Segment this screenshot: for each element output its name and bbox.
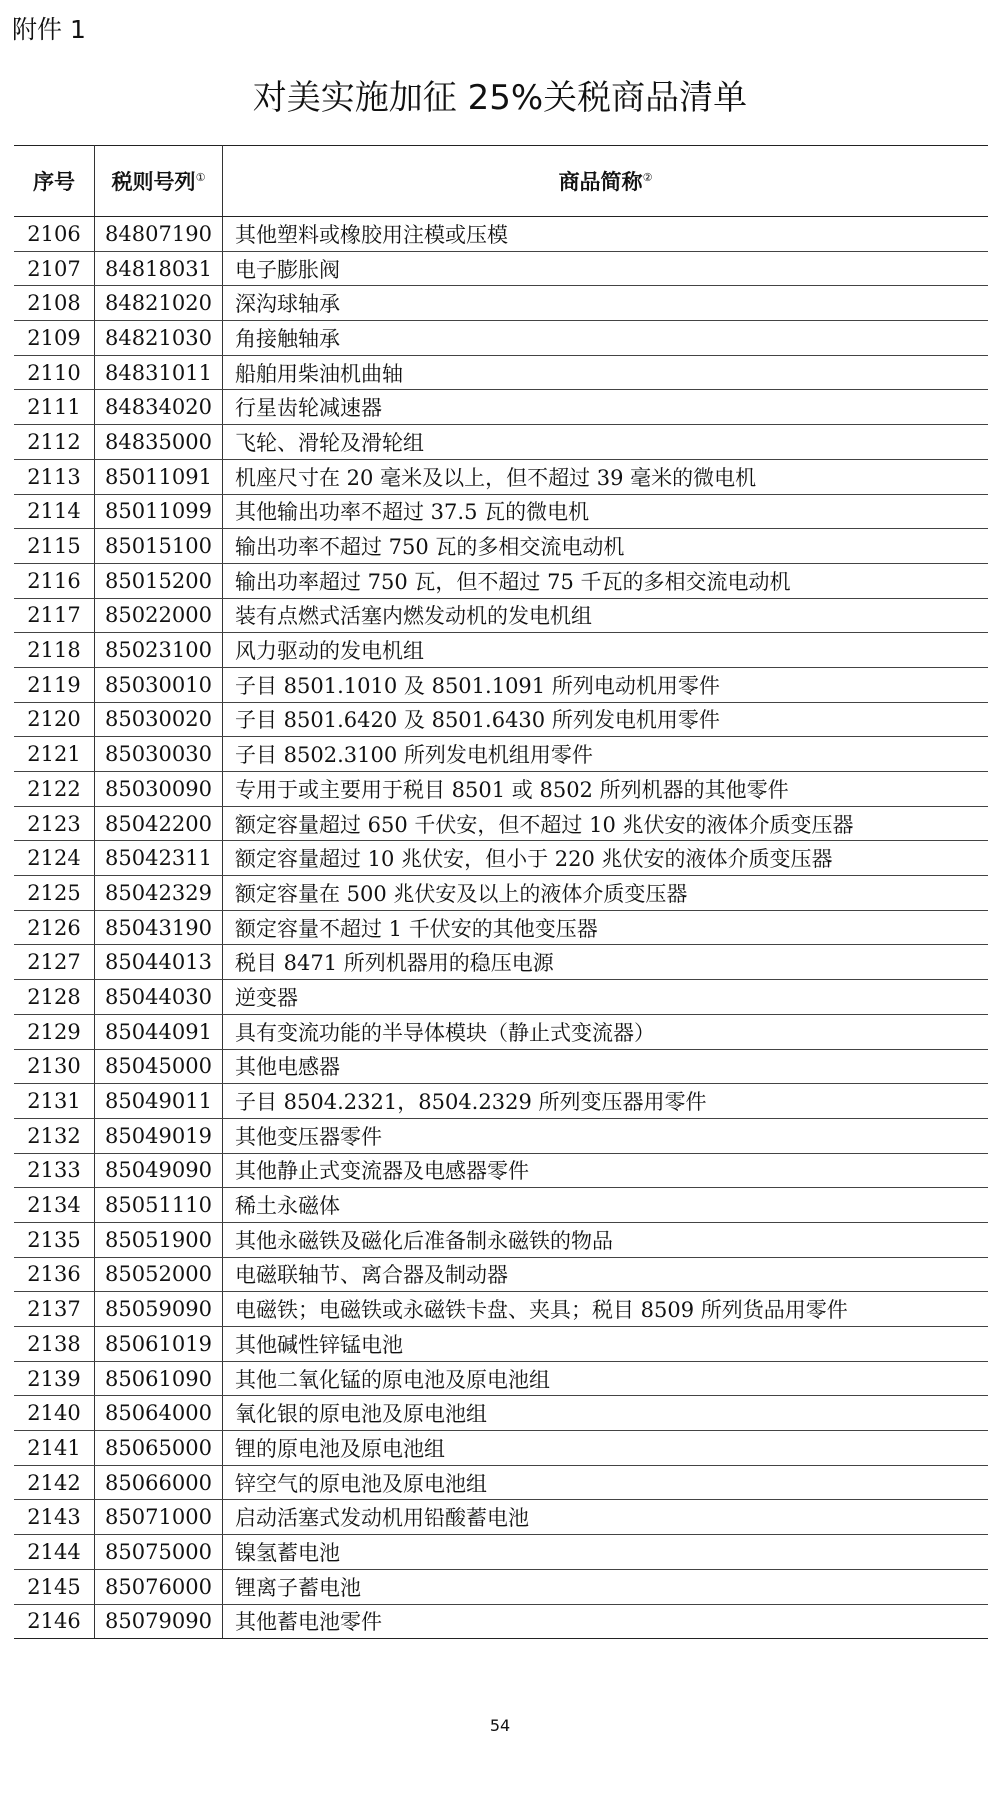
product-name-cell: 其他输出功率不超过 37.5 瓦的微电机 xyxy=(223,494,989,529)
product-name-cell: 子目 8501.6420 及 8501.6430 所列发电机用零件 xyxy=(223,702,989,737)
serial-number-cell: 2116 xyxy=(14,563,95,598)
tariff-code-cell: 85044091 xyxy=(95,1014,223,1049)
table-row xyxy=(14,494,988,529)
table-row xyxy=(14,529,988,564)
product-name-cell: 电磁铁；电磁铁或永磁铁卡盘、夹具；税目 8509 所列货品用零件 xyxy=(223,1292,989,1327)
goods-table xyxy=(14,145,988,1639)
table-row xyxy=(14,563,988,598)
tariff-code-cell: 85059090 xyxy=(95,1292,223,1327)
table-row xyxy=(14,355,988,390)
serial-number-cell: 2111 xyxy=(14,390,95,425)
attachment-label: 附件 1 xyxy=(12,15,86,44)
tariff-code-cell: 84831011 xyxy=(95,355,223,390)
serial-number-cell: 2142 xyxy=(14,1465,95,1500)
serial-number-cell: 2145 xyxy=(14,1569,95,1604)
serial-number-cell: 2131 xyxy=(14,1084,95,1119)
table-row xyxy=(14,1014,988,1049)
table-row xyxy=(14,910,988,945)
tariff-code-cell: 85011091 xyxy=(95,459,223,494)
table-row xyxy=(14,1084,988,1119)
product-name-cell: 输出功率超过 750 瓦，但不超过 75 千瓦的多相交流电动机 xyxy=(223,563,989,598)
serial-number-cell: 2138 xyxy=(14,1327,95,1362)
header-product-name-label: 商品简称 xyxy=(558,170,643,194)
header-tariff-code xyxy=(95,146,223,217)
tariff-code-cell: 85049090 xyxy=(95,1153,223,1188)
table-row xyxy=(14,1188,988,1223)
serial-number-cell: 2107 xyxy=(14,251,95,286)
product-name-cell: 输出功率不超过 750 瓦的多相交流电动机 xyxy=(223,529,989,564)
product-name-cell: 行星齿轮减速器 xyxy=(223,390,989,425)
serial-number-cell: 2134 xyxy=(14,1188,95,1223)
table-row xyxy=(14,1222,988,1257)
tariff-code-cell: 84807190 xyxy=(95,217,223,252)
product-name-cell: 稀土永磁体 xyxy=(223,1188,989,1223)
table-row xyxy=(14,251,988,286)
tariff-code-cell: 85042311 xyxy=(95,841,223,876)
table-row xyxy=(14,772,988,807)
table-row xyxy=(14,1361,988,1396)
serial-number-cell: 2122 xyxy=(14,772,95,807)
table-row xyxy=(14,1569,988,1604)
product-name-cell: 角接触轴承 xyxy=(223,321,989,356)
table-row xyxy=(14,321,988,356)
serial-number-cell: 2127 xyxy=(14,945,95,980)
tariff-code-cell: 85065000 xyxy=(95,1431,223,1466)
product-name-cell: 子目 8501.1010 及 8501.1091 所列电动机用零件 xyxy=(223,667,989,702)
table-row xyxy=(14,876,988,911)
tariff-code-cell: 85015100 xyxy=(95,529,223,564)
footnote-marker-2: ② xyxy=(642,171,653,184)
tariff-code-cell: 85071000 xyxy=(95,1500,223,1535)
product-name-cell: 专用于或主要用于税目 8501 或 8502 所列机器的其他零件 xyxy=(223,772,989,807)
product-name-cell: 电磁联轴节、离合器及制动器 xyxy=(223,1257,989,1292)
tariff-code-cell: 84821020 xyxy=(95,286,223,321)
table-row xyxy=(14,425,988,460)
document-title: 对美实施加征 25%关税商品清单 xyxy=(252,78,748,118)
table-row xyxy=(14,1153,988,1188)
tariff-code-cell: 85043190 xyxy=(95,910,223,945)
product-name-cell: 税目 8471 所列机器用的稳压电源 xyxy=(223,945,989,980)
serial-number-cell: 2143 xyxy=(14,1500,95,1535)
product-name-cell: 额定容量超过 10 兆伏安，但小于 220 兆伏安的液体介质变压器 xyxy=(223,841,989,876)
table-row xyxy=(14,1535,988,1570)
product-name-cell: 飞轮、滑轮及滑轮组 xyxy=(223,425,989,460)
serial-number-cell: 2132 xyxy=(14,1118,95,1153)
serial-number-cell: 2146 xyxy=(14,1604,95,1639)
serial-number-cell: 2115 xyxy=(14,529,95,564)
header-product-name xyxy=(223,146,989,217)
serial-number-cell: 2119 xyxy=(14,667,95,702)
product-name-cell: 逆变器 xyxy=(223,980,989,1015)
tariff-code-cell: 84834020 xyxy=(95,390,223,425)
product-name-cell: 其他变压器零件 xyxy=(223,1118,989,1153)
tariff-code-cell: 85079090 xyxy=(95,1604,223,1639)
header-serial-number-label: 序号 xyxy=(33,170,75,194)
tariff-code-cell: 85051110 xyxy=(95,1188,223,1223)
table-body xyxy=(14,217,988,1639)
table-row xyxy=(14,806,988,841)
tariff-code-cell: 85030090 xyxy=(95,772,223,807)
tariff-code-cell: 85064000 xyxy=(95,1396,223,1431)
serial-number-cell: 2144 xyxy=(14,1535,95,1570)
tariff-code-cell: 85030020 xyxy=(95,702,223,737)
serial-number-cell: 2112 xyxy=(14,425,95,460)
product-name-cell: 船舶用柴油机曲轴 xyxy=(223,355,989,390)
serial-number-cell: 2135 xyxy=(14,1222,95,1257)
product-name-cell: 具有变流功能的半导体模块（静止式变流器） xyxy=(223,1014,989,1049)
footnote-marker-1: ① xyxy=(195,171,206,184)
serial-number-cell: 2110 xyxy=(14,355,95,390)
table-row xyxy=(14,1049,988,1084)
product-name-cell: 锂离子蓄电池 xyxy=(223,1569,989,1604)
serial-number-cell: 2109 xyxy=(14,321,95,356)
tariff-code-cell: 85022000 xyxy=(95,598,223,633)
table-row xyxy=(14,217,988,252)
serial-number-cell: 2120 xyxy=(14,702,95,737)
serial-number-cell: 2106 xyxy=(14,217,95,252)
product-name-cell: 锂的原电池及原电池组 xyxy=(223,1431,989,1466)
product-name-cell: 风力驱动的发电机组 xyxy=(223,633,989,668)
serial-number-cell: 2108 xyxy=(14,286,95,321)
tariff-code-cell: 85052000 xyxy=(95,1257,223,1292)
table-row xyxy=(14,1292,988,1327)
table-row xyxy=(14,633,988,668)
tariff-code-cell: 85051900 xyxy=(95,1222,223,1257)
page-number: 54 xyxy=(489,1716,511,1735)
product-name-cell: 装有点燃式活塞内燃发动机的发电机组 xyxy=(223,598,989,633)
product-name-cell: 其他塑料或橡胶用注模或压模 xyxy=(223,217,989,252)
table-row xyxy=(14,1257,988,1292)
tariff-code-cell: 85044013 xyxy=(95,945,223,980)
table-row xyxy=(14,1431,988,1466)
product-name-cell: 其他碱性锌锰电池 xyxy=(223,1327,989,1362)
table-header-row xyxy=(14,146,988,217)
product-name-cell: 深沟球轴承 xyxy=(223,286,989,321)
product-name-cell: 额定容量超过 650 千伏安，但不超过 10 兆伏安的液体介质变压器 xyxy=(223,806,989,841)
serial-number-cell: 2128 xyxy=(14,980,95,1015)
serial-number-cell: 2114 xyxy=(14,494,95,529)
serial-number-cell: 2139 xyxy=(14,1361,95,1396)
table-row xyxy=(14,286,988,321)
table-row xyxy=(14,667,988,702)
serial-number-cell: 2130 xyxy=(14,1049,95,1084)
tariff-code-cell: 85023100 xyxy=(95,633,223,668)
product-name-cell: 机座尺寸在 20 毫米及以上，但不超过 39 毫米的微电机 xyxy=(223,459,989,494)
tariff-code-cell: 85030030 xyxy=(95,737,223,772)
serial-number-cell: 2141 xyxy=(14,1431,95,1466)
product-name-cell: 额定容量在 500 兆伏安及以上的液体介质变压器 xyxy=(223,876,989,911)
product-name-cell: 其他永磁铁及磁化后准备制永磁铁的物品 xyxy=(223,1222,989,1257)
product-name-cell: 其他二氧化锰的原电池及原电池组 xyxy=(223,1361,989,1396)
serial-number-cell: 2117 xyxy=(14,598,95,633)
tariff-code-cell: 85011099 xyxy=(95,494,223,529)
table-row xyxy=(14,702,988,737)
product-name-cell: 启动活塞式发动机用铅酸蓄电池 xyxy=(223,1500,989,1535)
table-row xyxy=(14,1396,988,1431)
tariff-code-cell: 85030010 xyxy=(95,667,223,702)
table-row xyxy=(14,841,988,876)
tariff-code-cell: 84821030 xyxy=(95,321,223,356)
tariff-code-cell: 85042329 xyxy=(95,876,223,911)
serial-number-cell: 2140 xyxy=(14,1396,95,1431)
serial-number-cell: 2137 xyxy=(14,1292,95,1327)
header-tariff-code-label: 税则号列 xyxy=(111,170,196,194)
serial-number-cell: 2129 xyxy=(14,1014,95,1049)
serial-number-cell: 2124 xyxy=(14,841,95,876)
product-name-cell: 电子膨胀阀 xyxy=(223,251,989,286)
tariff-code-cell: 85049011 xyxy=(95,1084,223,1119)
product-name-cell: 其他静止式变流器及电感器零件 xyxy=(223,1153,989,1188)
tariff-code-cell: 85015200 xyxy=(95,563,223,598)
tariff-code-cell: 84835000 xyxy=(95,425,223,460)
tariff-code-cell: 85049019 xyxy=(95,1118,223,1153)
serial-number-cell: 2113 xyxy=(14,459,95,494)
tariff-code-cell: 85061090 xyxy=(95,1361,223,1396)
product-name-cell: 氧化银的原电池及原电池组 xyxy=(223,1396,989,1431)
table-row xyxy=(14,598,988,633)
table-row xyxy=(14,945,988,980)
header-serial-number xyxy=(14,146,95,217)
table-row xyxy=(14,1604,988,1639)
product-name-cell: 额定容量不超过 1 千伏安的其他变压器 xyxy=(223,910,989,945)
serial-number-cell: 2125 xyxy=(14,876,95,911)
tariff-code-cell: 85066000 xyxy=(95,1465,223,1500)
table-row xyxy=(14,1500,988,1535)
tariff-code-cell: 85042200 xyxy=(95,806,223,841)
table-row xyxy=(14,1327,988,1362)
product-name-cell: 子目 8502.3100 所列发电机组用零件 xyxy=(223,737,989,772)
product-name-cell: 其他蓄电池零件 xyxy=(223,1604,989,1639)
product-name-cell: 镍氢蓄电池 xyxy=(223,1535,989,1570)
tariff-code-cell: 85061019 xyxy=(95,1327,223,1362)
product-name-cell: 其他电感器 xyxy=(223,1049,989,1084)
serial-number-cell: 2133 xyxy=(14,1153,95,1188)
tariff-code-cell: 85075000 xyxy=(95,1535,223,1570)
table-row xyxy=(14,980,988,1015)
tariff-code-cell: 84818031 xyxy=(95,251,223,286)
table-row xyxy=(14,459,988,494)
serial-number-cell: 2118 xyxy=(14,633,95,668)
tariff-code-cell: 85076000 xyxy=(95,1569,223,1604)
table-row xyxy=(14,737,988,772)
serial-number-cell: 2123 xyxy=(14,806,95,841)
serial-number-cell: 2126 xyxy=(14,910,95,945)
product-name-cell: 子目 8504.2321，8504.2329 所列变压器用零件 xyxy=(223,1084,989,1119)
product-name-cell: 锌空气的原电池及原电池组 xyxy=(223,1465,989,1500)
tariff-code-cell: 85045000 xyxy=(95,1049,223,1084)
table-row xyxy=(14,1465,988,1500)
serial-number-cell: 2136 xyxy=(14,1257,95,1292)
serial-number-cell: 2121 xyxy=(14,737,95,772)
table-row xyxy=(14,390,988,425)
tariff-code-cell: 85044030 xyxy=(95,980,223,1015)
table-row xyxy=(14,1118,988,1153)
